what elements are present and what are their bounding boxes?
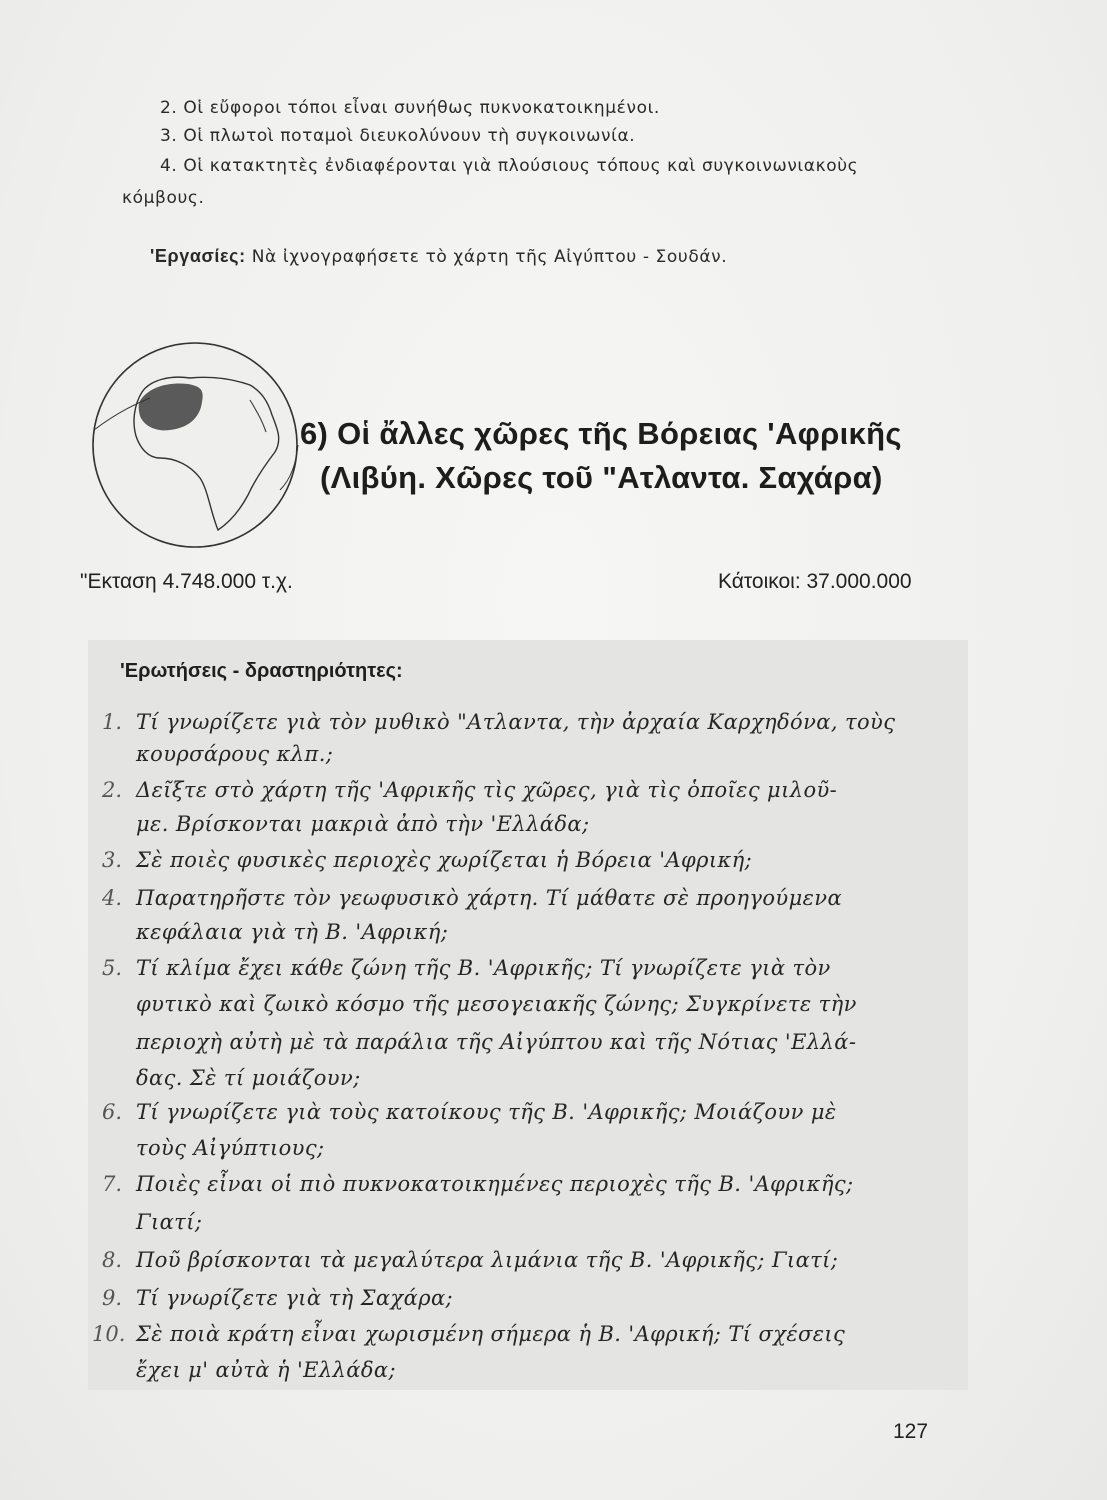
question-number: 4. bbox=[101, 886, 122, 910]
question-line: Ποιὲς εἶναι οἱ πιὸ πυκνοκατοικημένες περιοχὲς τῆς Β. 'Αφρικῆς; bbox=[136, 1172, 854, 1196]
question-line: ἔχει μ' αὐτὰ ἡ 'Ελλάδα; bbox=[136, 1358, 396, 1382]
question-line: με. Βρίσκονται μακριὰ ἀπὸ τὴν 'Ελλάδα; bbox=[136, 812, 590, 836]
tasks-line bbox=[150, 246, 727, 267]
question-line: Τί γνωρίζετε γιὰ τὴ Σαχάρα; bbox=[136, 1286, 454, 1310]
section-title-line1: 6) Οἱ ἄλλες χῶρες τῆς Βόρειας 'Αφρικῆς bbox=[300, 416, 902, 451]
question-line: περιοχὴ αὐτὴ μὲ τὰ παράλια τῆς Αἰγύπτου καὶ τῆς Νότιας 'Ελλά- bbox=[136, 1030, 857, 1054]
question-number: 6. bbox=[101, 1100, 122, 1124]
area-stat: "Εκταση 4.748.000 τ.χ. bbox=[80, 570, 293, 593]
question-number: 1. bbox=[101, 710, 122, 734]
question-line: κουρσάρους κλπ.; bbox=[136, 742, 334, 766]
tasks-label: 'Εργασίες: bbox=[150, 246, 246, 266]
question-number: 8. bbox=[101, 1248, 122, 1272]
question-line: Τί γνωρίζετε γιὰ τοὺς κατοίκους τῆς Β. 'Αφρικῆς; Μοιάζουν μὲ bbox=[136, 1100, 837, 1124]
question-number: 10. bbox=[92, 1322, 126, 1346]
question-line: φυτικὸ καὶ ζωικὸ κόσμο τῆς μεσογειακῆς ζώνης; Συγκρίνετε τὴν bbox=[136, 992, 857, 1016]
intro-line-2: 2. Οἱ εὔφοροι τόποι εἶναι συνήθως πυκνοκατοικημένοι. bbox=[160, 98, 660, 118]
africa-globe-illustration bbox=[90, 340, 305, 555]
question-line: Σὲ ποιὲς φυσικὲς περιοχὲς χωρίζεται ἡ Βόρεια 'Αφρική; bbox=[136, 848, 753, 872]
population-stat: Κάτοικοι: 37.000.000 bbox=[718, 570, 912, 593]
intro-line-4: 4. Οἱ κατακτητὲς ἐνδιαφέρονται γιὰ πλούσιους τόπους καὶ συγκοινωνιακοὺς bbox=[160, 156, 859, 176]
page-number: 127 bbox=[893, 1420, 929, 1443]
question-line: Δεῖξτε στὸ χάρτη τῆς 'Αφρικῆς τὶς χῶρες, γιὰ τὶς ὁποῖες μιλοῦ- bbox=[136, 778, 838, 802]
question-line: Σὲ ποιὰ κράτη εἶναι χωρισμένη σήμερα ἡ Β. 'Αφρική; Τί σχέσεις bbox=[136, 1322, 846, 1346]
question-number: 2. bbox=[101, 778, 122, 802]
question-line: Παρατηρῆστε τὸν γεωφυσικὸ χάρτη. Τί μάθατε σὲ προηγούμενα bbox=[136, 886, 843, 910]
question-number: 7. bbox=[101, 1172, 122, 1196]
question-line: τοὺς Αἰγύπτιους; bbox=[136, 1136, 325, 1160]
question-number: 3. bbox=[101, 848, 122, 872]
question-line: Τί γνωρίζετε γιὰ τὸν μυθικὸ "Ατλαντα, τὴν ἀρχαία Καρχηδόνα, τοὺς bbox=[136, 710, 896, 734]
intro-line-4-cont: κόμβους. bbox=[122, 188, 205, 208]
question-line: δας. Σὲ τί μοιάζουν; bbox=[136, 1066, 361, 1090]
questions-title: 'Ερωτήσεις - δραστηριότητες: bbox=[120, 660, 403, 682]
question-line: Τί κλίμα ἔχει κάθε ζώνη τῆς Β. 'Αφρικῆς; Τί γνωρίζετε γιὰ τὸν bbox=[136, 956, 831, 980]
question-line: κεφάλαια γιὰ τὴ Β. 'Αφρική; bbox=[136, 920, 449, 944]
question-line: Γιατί; bbox=[136, 1210, 203, 1234]
question-number: 5. bbox=[101, 956, 122, 980]
section-title-line2: (Λιβύη. Χῶρες τοῦ "Ατλαντα. Σαχάρα) bbox=[320, 460, 883, 495]
intro-line-3: 3. Οἱ πλωτοὶ ποταμοὶ διευκολύνουν τὴ συγκοινωνία. bbox=[160, 126, 636, 146]
question-line: Ποῦ βρίσκονται τὰ μεγαλύτερα λιμάνια τῆς Β. 'Αφρικῆς; Γιατί; bbox=[136, 1248, 839, 1272]
question-number: 9. bbox=[101, 1286, 122, 1310]
tasks-text: Νὰ ἰχνογραφήσετε τὸ χάρτη τῆς Αἰγύπτου - Σουδάν. bbox=[251, 247, 728, 267]
